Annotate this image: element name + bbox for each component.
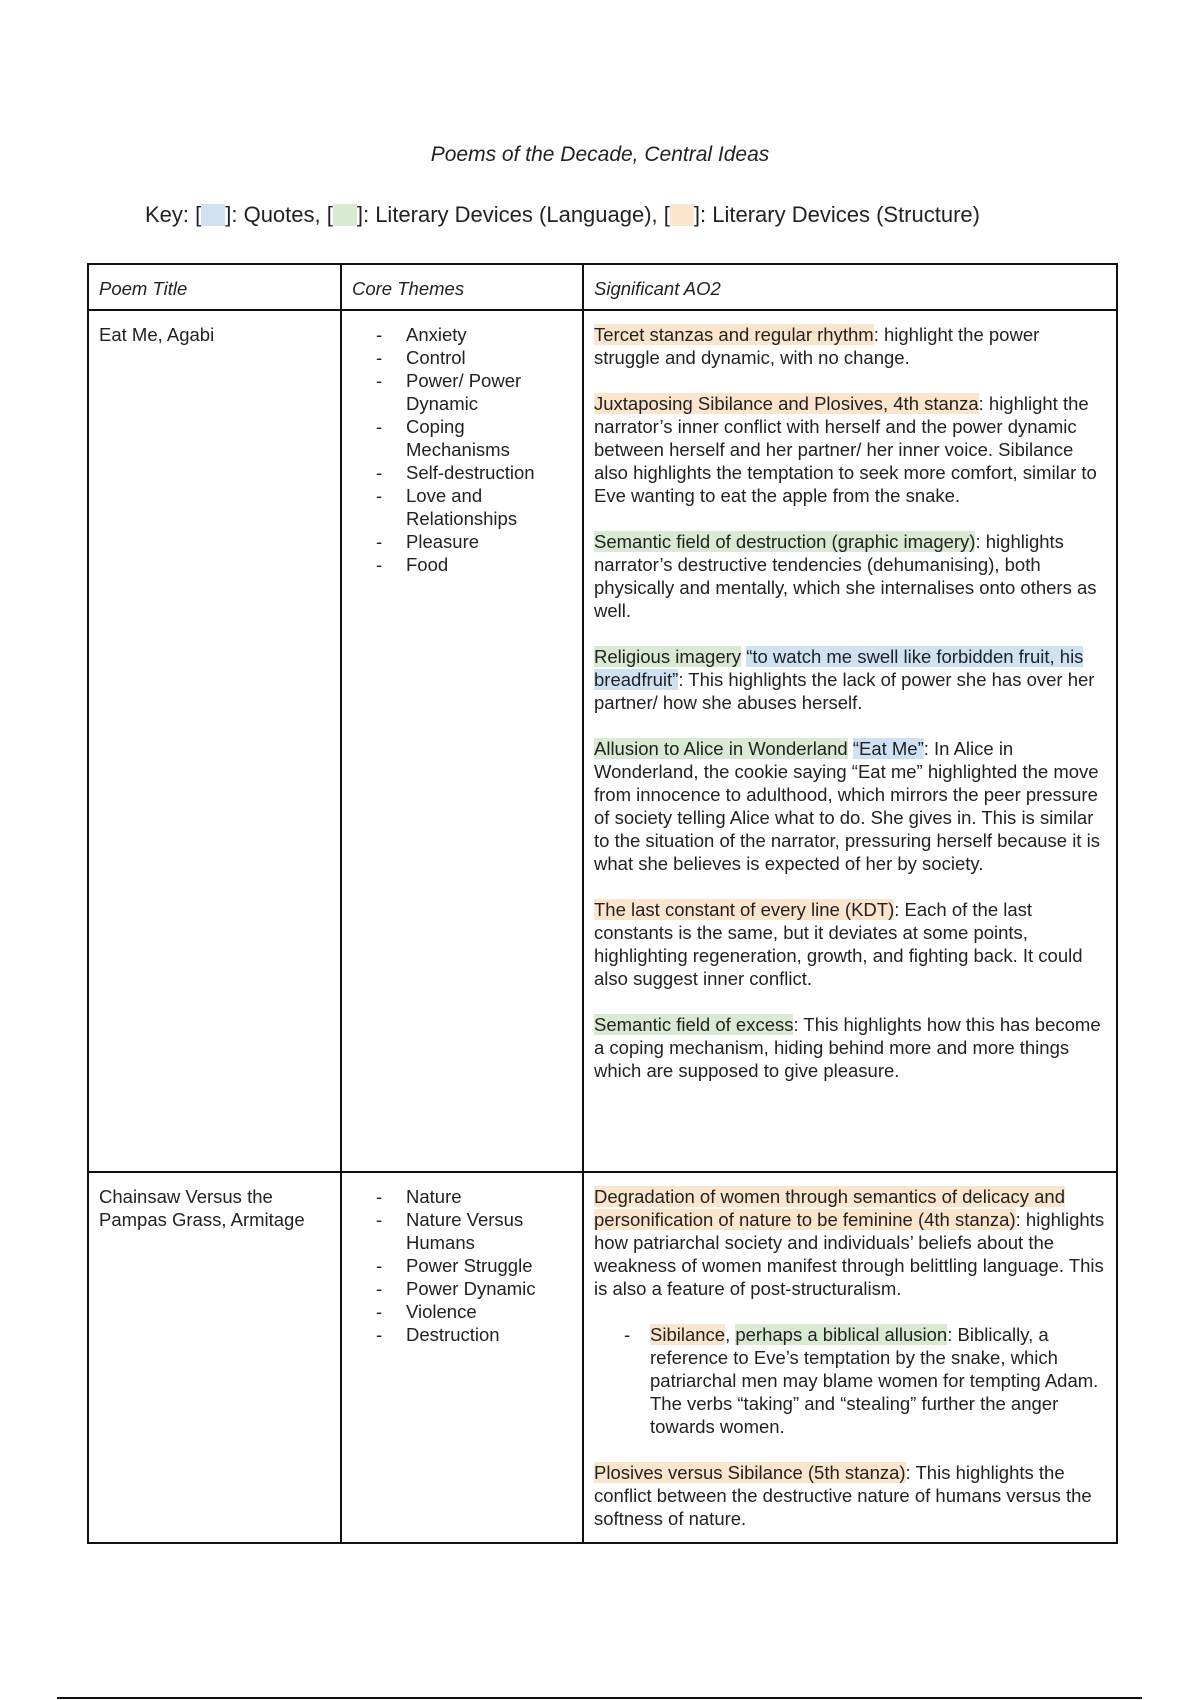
ao2-text: ,	[725, 1324, 736, 1345]
theme-item: - Violence	[376, 1300, 572, 1323]
header-poem-title: Poem Title	[88, 264, 341, 310]
ao2-cell	[583, 1172, 1117, 1543]
theme-item: - Anxiety	[376, 323, 572, 346]
key-quotes: ]: Quotes, [	[225, 202, 333, 227]
quote-swatch	[201, 204, 225, 226]
ao2-paragraph	[594, 1013, 1106, 1082]
header-significant-ao2: Significant AO2	[583, 264, 1117, 310]
theme-item: - Power Dynamic	[376, 1277, 572, 1300]
poem-title-cell: Chainsaw Versus the Pampas Grass, Armitage	[88, 1172, 341, 1543]
structure-highlight: Juxtaposing Sibilance and Plosives, 4th stanza	[594, 393, 979, 414]
ao2-paragraph	[594, 737, 1106, 875]
color-key	[145, 202, 980, 228]
structure-swatch	[670, 204, 694, 226]
poems-table	[87, 263, 1118, 1544]
structure-highlight: Sibilance	[650, 1324, 726, 1345]
ao2-text: : highlights how patriarchal society and individuals’ beliefs about the weakness of women manifest through belittling language. This is also a feature of post-structuralism.	[594, 1209, 1105, 1299]
theme-item: - Coping Mechanisms	[376, 415, 572, 461]
ao2-paragraph	[594, 323, 1106, 369]
theme-item: - Pleasure	[376, 530, 572, 553]
poem-title-cell: Eat Me, Agabi	[88, 310, 341, 1172]
structure-highlight: The last constant of every line (KDT)	[594, 899, 895, 920]
language-highlight: perhaps a biblical allusion	[735, 1324, 948, 1345]
ao2-text: : Biblically, a reference to Eve’s temptation by the snake, which patriarchal men may blame women for tempting Adam. The verbs “taking” and “stealing” further the anger towards women.	[650, 1324, 1099, 1437]
ao2-paragraph	[594, 392, 1106, 507]
language-swatch	[333, 204, 357, 226]
themes-list	[352, 1185, 572, 1346]
key-prefix: Key: [	[145, 202, 202, 227]
structure-highlight: Tercet stanzas and regular rhythm	[594, 324, 874, 345]
structure-highlight: Degradation of women through semantics of delicacy and personification of nature to be feminine (4th stanza)	[594, 1186, 1065, 1230]
ao2-paragraph	[594, 898, 1106, 990]
theme-item: - Love and Relationships	[376, 484, 572, 530]
table-row	[88, 310, 1117, 1172]
ao2-text: : In Alice in Wonderland, the cookie saying “Eat me” highlighted the move from innocence to adulthood, which mirrors the peer pressure of society telling Alice what to do. She gives in. This is similar to the situation of the narrator, pressuring herself because it is what she believes is expected of her by society.	[594, 738, 1100, 874]
ao2-text: : highlight the power struggle and dynamic, with no change.	[594, 324, 1040, 368]
header-core-themes: Core Themes	[341, 264, 583, 310]
quote-highlight: “to watch me swell like forbidden fruit, his breadfruit”	[594, 646, 1084, 690]
theme-item: - Food	[376, 553, 572, 576]
table-header-row	[88, 264, 1117, 310]
ao2-text: : highlights narrator’s destructive tendencies (dehumanising), both physically and mentally, which she internalises onto others as well.	[594, 531, 1097, 621]
theme-item: - Destruction	[376, 1323, 572, 1346]
ao2-paragraph	[594, 530, 1106, 622]
theme-item: - Nature	[376, 1185, 572, 1208]
structure-highlight: Plosives versus Sibilance (5th stanza)	[594, 1462, 906, 1483]
ao2-text: : Each of the last constants is the same, but it deviates at some points, highlighting regeneration, growth, and fighting back. It could also suggest inner conflict.	[594, 899, 1083, 989]
ao2-paragraph	[594, 1185, 1106, 1300]
language-highlight: Allusion to Alice in Wonderland	[594, 738, 848, 759]
ao2-text: : This highlights the conflict between the destructive nature of humans versus the softness of nature.	[594, 1462, 1092, 1529]
ao2-text: : This highlights the lack of power she has over her partner/ how she abuses herself.	[594, 669, 1095, 713]
ao2-text: : highlight the narrator’s inner conflict with herself and the power dynamic between herself and her partner/ her inner voice. Sibilance also highlights the temptation to seek more comfort, similar to Eve wanting to eat the apple from the snake.	[594, 393, 1097, 506]
theme-item: - Control	[376, 346, 572, 369]
table-row	[88, 1172, 1117, 1543]
key-structure: ]: Literary Devices (Structure)	[693, 202, 980, 227]
ao2-text: : This highlights how this has become a coping mechanism, hiding behind more and more things which are supposed to give pleasure.	[594, 1014, 1101, 1081]
quote-highlight: “Eat Me”	[852, 738, 924, 759]
themes-list	[352, 323, 572, 576]
ao2-paragraph	[594, 645, 1106, 714]
ao2-sub-bullet	[594, 1323, 1106, 1438]
language-highlight: Semantic field of excess	[594, 1014, 794, 1035]
key-language: ]: Literary Devices (Language), [	[356, 202, 670, 227]
language-highlight: Semantic field of destruction (graphic imagery)	[594, 531, 976, 552]
theme-item: - Power Struggle	[376, 1254, 572, 1277]
ao2-cell	[583, 310, 1117, 1172]
footer-rule	[57, 1697, 1142, 1699]
language-highlight: Religious imagery	[594, 646, 742, 667]
theme-item: - Self-destruction	[376, 461, 572, 484]
theme-item: - Nature Versus Humans	[376, 1208, 572, 1254]
theme-item: - Power/ Power Dynamic	[376, 369, 572, 415]
themes-cell	[341, 1172, 583, 1543]
themes-cell	[341, 310, 583, 1172]
ao2-paragraph	[594, 1461, 1106, 1530]
page-title: Poems of the Decade, Central Ideas	[430, 143, 770, 166]
